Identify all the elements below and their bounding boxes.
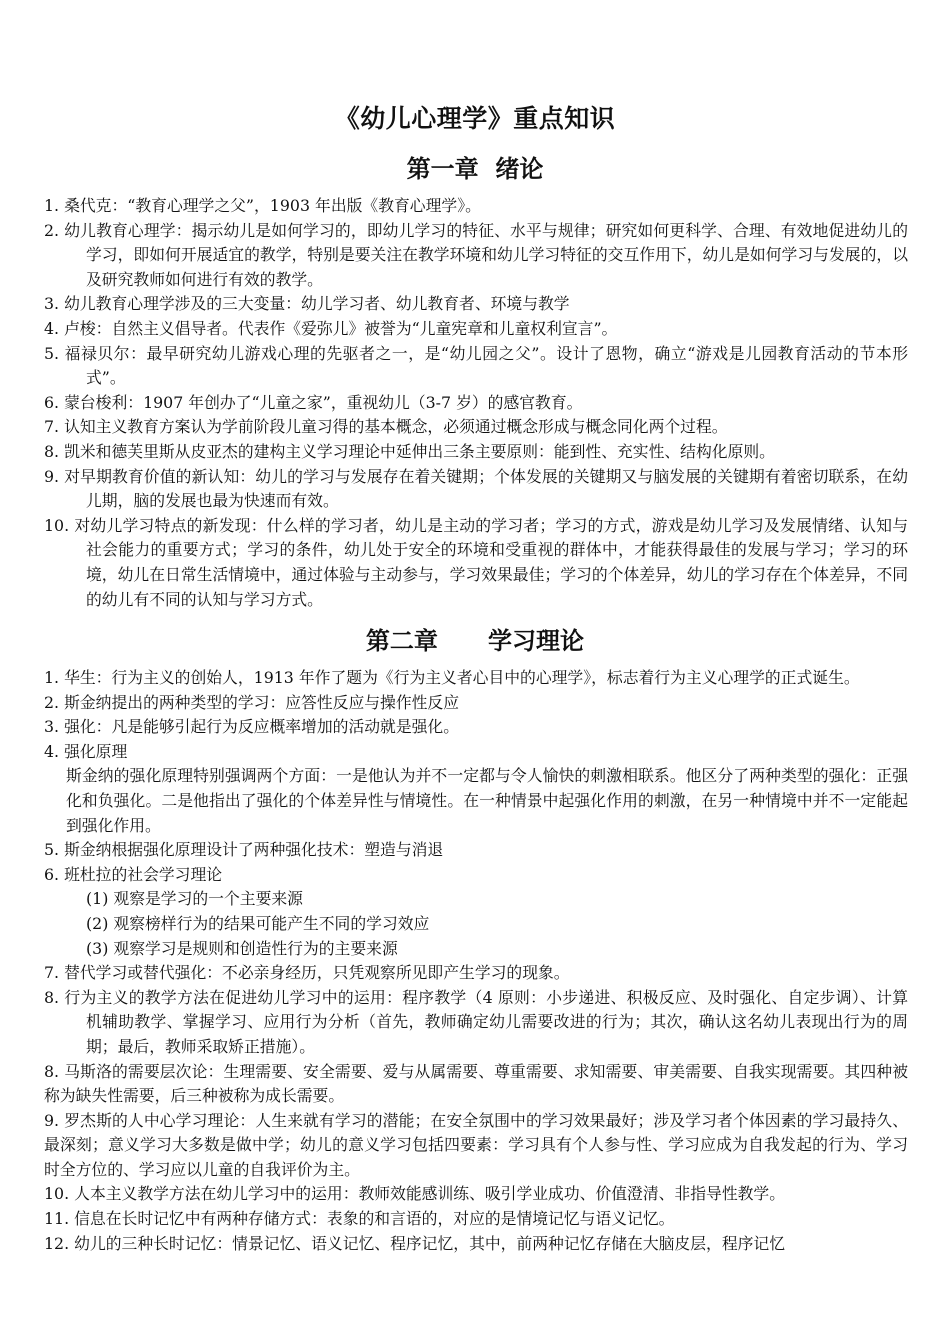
document-title: 《幼儿心理学》重点知识	[334, 104, 616, 133]
list-item: 8. 马斯洛的需要层次论：生理需要、安全需要、爱与从属需要、尊重需要、求知需要、审美需要、自我实现需要。其四种被称为缺失性需要，后三种被称为成长需要。	[44, 1061, 908, 1106]
chapter-1-title: 第一章 绪论	[406, 155, 544, 183]
chapter-1-list	[44, 194, 908, 612]
list-item: 8. 行为主义的教学方法在促进幼儿学习中的运用：程序教学（4 原则：小步递进、积极反应、及时强化、自定步调）、计算机辅助教学、掌握学习、应用行为分析（首先，教师确定幼儿需要改进的行为；其次，确认这名幼儿表现出行为的周期；最后，教师采取矫正措施）。	[44, 987, 908, 1056]
list-item: 10. 人本主义教学方法在幼儿学习中的运用：教师效能感训练、吸引学业成功、价值澄清、非指导性教学。	[44, 1184, 786, 1204]
chapter-2-list	[44, 666, 908, 1256]
list-item: 5. 斯金纳根据强化原理设计了两种强化技术：塑造与消退	[44, 840, 444, 860]
list-item: 1. 华生：行为主义的创始人，1913 年作了题为《行为主义者心目中的心理学》，标志着行为主义心理学的正式诞生。	[44, 668, 860, 687]
list-item: 3. 幼儿教育心理学涉及的三大变量：幼儿学习者、幼儿教育者、环境与教学	[44, 294, 570, 314]
list-item: 9. 对早期教育价值的新认知：幼儿的学习与发展存在着关键期；个体发展的关键期又与脑发展的关键期有着密切联系，在幼儿期，脑的发展也最为快速而有效。	[44, 466, 908, 511]
list-item: 3. 强化：凡是能够引起行为反应概率增加的活动就是强化。	[44, 717, 460, 737]
list-item: 8. 凯米和德芙里斯从皮亚杰的建构主义学习理论中延伸出三条主要原则：能到性、充实性、结构化原则。	[44, 441, 775, 461]
sub-list-item: (2) 观察榜样行为的结果可能产生不同的学习效应	[86, 913, 430, 933]
list-item: 1. 桑代克：“教育心理学之父”，1903 年出版《教育心理学》。	[44, 196, 481, 215]
list-item: 11. 信息在长时记忆中有两种存储方式：表象的和言语的，对应的是情境记忆与语义记忆。	[44, 1209, 675, 1229]
paragraph: 斯金纳的强化原理特别强调两个方面：一是他认为并不一定都与令人愉快的刺激相联系。他区分了两种类型的强化：正强化和负强化。二是他指出了强化的个体差异性与情境性。在一种情景中起强化作用的刺激，在另一种情境中并不一定能起到强化作用。	[66, 766, 908, 835]
list-item: 9. 罗杰斯的人中心学习理论：人生来就有学习的潜能；在安全氛围中的学习效果最好；涉及学习者个体因素的学习最持久、最深刻；意义学习大多数是做中学；幼儿的意义学习包括四要素：学习具有个人参与性、学习应成为自我发起的行为、学习时全方位的、学习应以儿童的自我评价为主。	[44, 1110, 908, 1179]
list-item: 12. 幼儿的三种长时记忆：情景记忆、语义记忆、程序记忆，其中，前两种记忆存储在大脑皮层，程序记忆	[44, 1233, 786, 1253]
list-item: 10. 对幼儿学习特点的新发现：什么样的学习者，幼儿是主动的学习者；学习的方式，游戏是幼儿学习及发展情绪、认知与社会能力的重要方式；学习的条件，幼儿处于安全的环境和受重视的群体中，才能获得最佳的发展与学习；学习的环境，幼儿在日常生活情境中，通过体验与主动参与，学习效果最佳；学习的个体差异，幼儿的学习存在个体差异，不同的幼儿有不同的认知与学习方式。	[44, 515, 908, 609]
list-item: 4. 卢梭：自然主义倡导者。代表作《爱弥儿》被誉为“儿童宪章和儿童权利宣言”。	[44, 318, 618, 338]
chapter-2-title: 第二章 学习理论	[365, 627, 585, 655]
list-item: 7. 替代学习或替代强化：不必亲身经历，只凭观察所见即产生学习的现象。	[44, 963, 570, 983]
list-item: 6. 班杜拉的社会学习理论	[44, 864, 223, 884]
list-item: 6. 蒙台梭利：1907 年创办了“儿童之家”，重视幼儿（3-7 岁）的感官教育。	[44, 392, 583, 412]
list-item: 4. 强化原理	[44, 741, 128, 761]
list-item: 7. 认知主义教育方案认为学前阶段儿童习得的基本概念，必须通过概念形成与概念同化两个过程。	[44, 417, 728, 437]
list-item: 5. 福禄贝尔：最早研究幼儿游戏心理的先驱者之一，是“幼儿园之父”。设计了恩物，确立“游戏是儿园教育活动的节本形式”。	[44, 343, 908, 388]
list-item: 2. 斯金纳提出的两种类型的学习：应答性反应与操作性反应	[44, 692, 460, 712]
sub-list-item: (1) 观察是学习的一个主要来源	[86, 889, 303, 909]
sub-list-item: (3) 观察学习是规则和创造性行为的主要来源	[86, 938, 398, 958]
list-item: 2. 幼儿教育心理学：揭示幼儿是如何学习的，即幼儿学习的特征、水平与规律；研究如何更科学、合理、有效地促进幼儿的学习，即如何开展适宜的教学，特别是要关注在教学环境和幼儿学习特征的交互作用下，幼儿是如何学习与发展的，以及研究教师如何进行有效的教学。	[44, 220, 908, 289]
